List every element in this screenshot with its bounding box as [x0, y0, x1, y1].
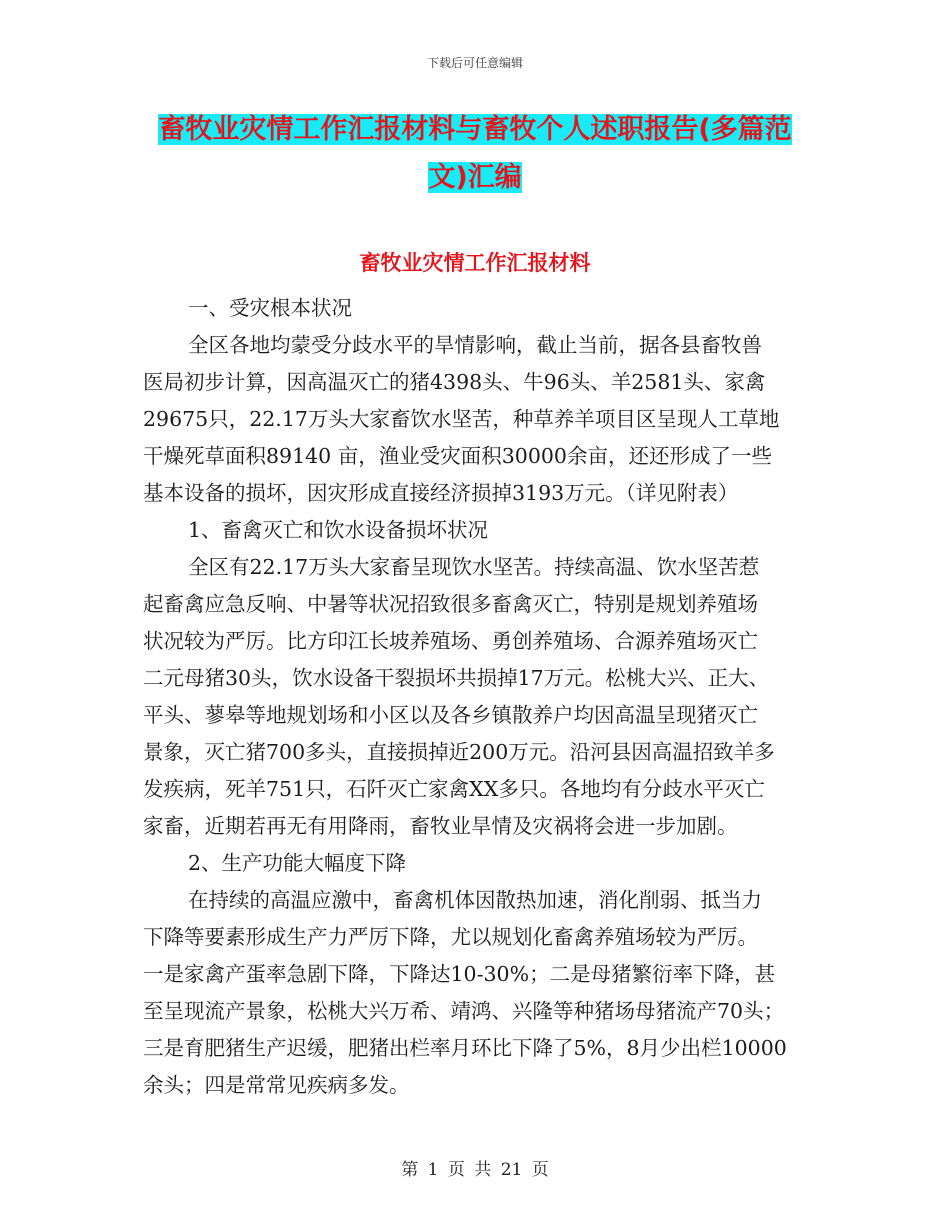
body-line: 家畜，近期若再无有用降雨，畜牧业旱情及灾祸将会进一步加剧。	[143, 814, 738, 838]
body-line: 平头、蓼皋等地规划场和小区以及各乡镇散养户均因高温呈现猪灭亡	[143, 703, 758, 727]
body-line: 至呈现流产景象，松桃大兴万希、靖鸿、兴隆等种猪场母猪流产70头；	[143, 999, 785, 1023]
body-line: 一是家禽产蛋率急剧下降，下降达10-30%；二是母猪繁衍率下降，甚	[143, 962, 776, 986]
body-line: 二元母猪30头，饮水设备干裂损坏共损掉17万元。松桃大兴、正大、	[143, 666, 770, 690]
header-note: 下载后可任意编辑	[426, 56, 523, 70]
body-line: 景象，灭亡猪700多头，直接损掉近200万元。沿河县因高温招致羊多	[143, 740, 775, 764]
body-line: 一、受灾根本状况	[188, 296, 352, 320]
page-footer: 第 1 页 共 21 页	[401, 1160, 549, 1180]
title-line-2: 文)汇编	[428, 162, 522, 193]
body-line: 全区各地均蒙受分歧水平的旱情影响，截止当前，据各县畜牧兽	[188, 333, 762, 357]
body-line: 全区有22.17万头大家畜呈现饮水坚苦。持续高温、饮水坚苦惹	[188, 555, 760, 579]
title-line-1: 畜牧业灾情工作汇报材料与畜牧个人述职报告(多篇范	[158, 114, 792, 145]
body-text	[143, 290, 808, 1104]
body-line: 发疾病，死羊751只，石阡灭亡家禽XX多只。各地均有分歧水平灭亡	[143, 777, 765, 801]
body-line: 2、生产功能大幅度下降	[188, 851, 407, 875]
body-line: 起畜禽应急反响、中暑等状况招致很多畜禽灭亡，特别是规划养殖场	[143, 592, 758, 616]
body-line: 医局初步计算，因高温灭亡的猪4398头、牛96头、羊2581头、家禽	[143, 370, 766, 394]
body-line: 状况较为严厉。比方印江长坡养殖场、勇创养殖场、合源养殖场灭亡	[143, 629, 758, 653]
body-line: 下降等要素形成生产力严厉下降，尤以规划化畜禽养殖场较为严厉。	[143, 925, 758, 949]
body-line: 1、畜禽灭亡和饮水设备损坏状况	[188, 518, 489, 542]
body-line: 三是育肥猪生产迟缓，肥猪出栏率月环比下降了5%，8月少出栏10000	[143, 1036, 787, 1060]
document-title	[140, 106, 810, 202]
body-line: 余头；四是常常见疾病多发。	[143, 1073, 410, 1097]
body-line: 29675只，22.17万头大家畜饮水坚苦，种草养羊项目区呈现人工草地	[143, 407, 780, 431]
body-line: 干燥死草面积89140 亩，渔业受灾面积30000余亩，还还形成了一些	[143, 444, 772, 468]
section-title: 畜牧业灾情工作汇报材料	[359, 251, 591, 275]
body-line: 基本设备的损坏，因灾形成直接经济损掉3193万元。（详见附表）	[143, 481, 739, 505]
body-line: 在持续的高温应激中，畜禽机体因散热加速，消化削弱、抵当力	[188, 888, 762, 912]
